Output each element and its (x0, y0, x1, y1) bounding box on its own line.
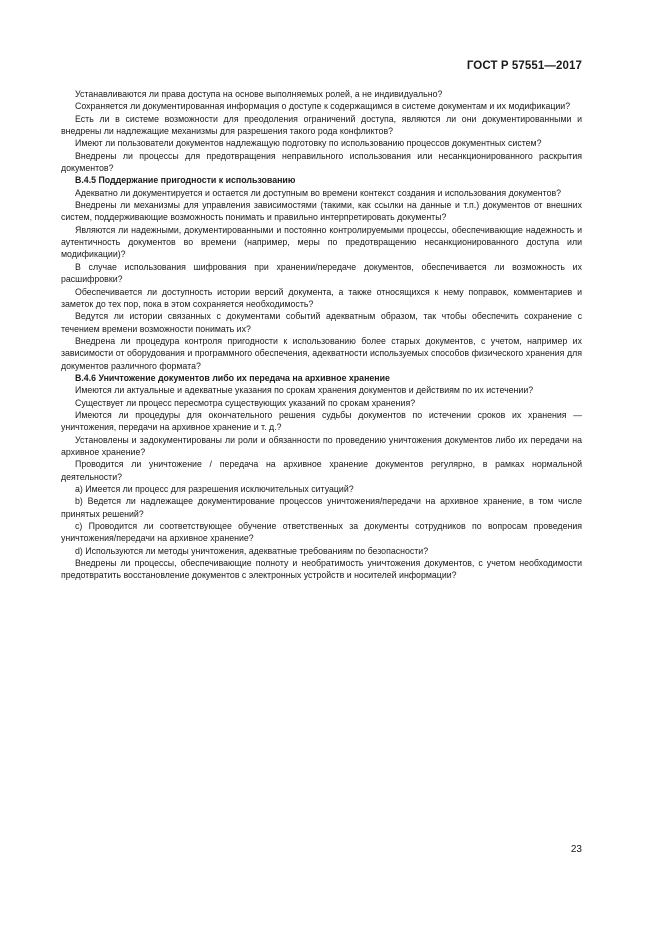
paragraph: Внедрены ли процессы, обеспечивающие полноту и необратимость уничтожения документов, с учетом необходимости предотвратить восстановление документов с электронных устройств и носителей информации? (61, 558, 582, 581)
paragraph: Внедрены ли процессы для предотвращения неправильного использования или несанкционированного раскрытия документов? (61, 150, 582, 174)
paragraph: Обеспечивается ли доступность истории версий документа, а также относящихся к нему поправок, комментариев и заметок до тех пор, пока в этом сохраняется необходимость? (61, 286, 582, 309)
list-item: b) Ведется ли надлежащее документирование процессов уничтожения/передачи на архивное хранение, в том числе принятых решений? (61, 496, 582, 519)
paragraph: Существует ли процесс пересмотра существующих указаний по срокам хранения? (75, 397, 416, 408)
list-item: а) Имеется ли процесс для разрешения исключительных ситуаций? (75, 484, 354, 494)
paragraph: Ведутся ли истории связанных с документами событий адекватным образом, так чтобы обеспечить сохранение с течением времени возможности понимать их? (61, 311, 582, 334)
list-item: c) Проводится ли соответствующее обучение ответственных за документы сотрудников по вопросам проведения уничтожения/передачи на архивное хранение? (61, 521, 582, 544)
paragraph: Имеются ли актуальные и адекватные указания по срокам хранения документов и действиям по их истечении? (75, 385, 534, 396)
section-heading: В.4.6 Уничтожение документов либо их передача на архивное хранение (75, 372, 390, 383)
list-item: d) Используются ли методы уничтожения, адекватные требованиям по безопасности? (75, 545, 429, 556)
page-number: 23 (570, 844, 582, 855)
paragraph: Имеют ли пользователи документов надлежащую подготовку по использованию процессов документных систем? (75, 138, 542, 149)
paragraph: Проводится ли уничтожение / передача на архивное хранение документов регулярно, в рамках нормальной деятельности? (61, 459, 582, 482)
paragraph: В случае использования шифрования при хранении/передаче документов, обеспечивается ли возможность их расшифровки? (61, 261, 582, 285)
paragraph: Имеются ли процедуры для окончательного решения судьбы документов по истечении сроков их хранения — уничтожения, передачи на архивное хранение и т. д.? (61, 409, 582, 433)
paragraph: Есть ли в системе возможности для преодоления ограничений доступа, являются ли они документированными и внедрены ли надлежащие механизмы для разрешения такого рода конфликтов? (61, 113, 582, 137)
paragraph: Устанавливаются ли права доступа на основе выполняемых ролей, а не индивидуально? (75, 89, 443, 99)
document-body (61, 88, 582, 582)
paragraph: Сохраняется ли документированная информация о доступе к содержащимся в системе документам и их модификации? (75, 101, 571, 112)
paragraph: Адекватно ли документируется и остается ли доступным во времени контекст создания и использования документов? (75, 187, 562, 198)
paragraph: Внедрены ли механизмы для управления зависимостями (такими, как ссылки на данные и т.п.) документов от внешних систем, поддерживающие возможность понимать и правильно интерпретировать документы? (61, 200, 582, 223)
paragraph: Установлены и задокументированы ли роли и обязанности по проведению уничтожения документов либо их передачи на архивное хранение? (61, 434, 582, 457)
paragraph: Являются ли надежными, документированными и постоянно контролируемыми процессы, обеспечивающие надежность и аутентичность документов во времени (например, меры по предотвращению несанкционированного доступа или модификации)? (61, 224, 582, 260)
standard-designation: ГОСТ Р 57551—2017 (466, 60, 582, 72)
paragraph: Внедрена ли процедура контроля пригодности к использованию более старых документов, с учетом, например их зависимости от оборудования и программного обеспечения, адекватности используемых способов физического хранения для документов различного формата? (61, 335, 582, 371)
section-heading: В.4.5 Поддержание пригодности к использованию (75, 175, 296, 186)
